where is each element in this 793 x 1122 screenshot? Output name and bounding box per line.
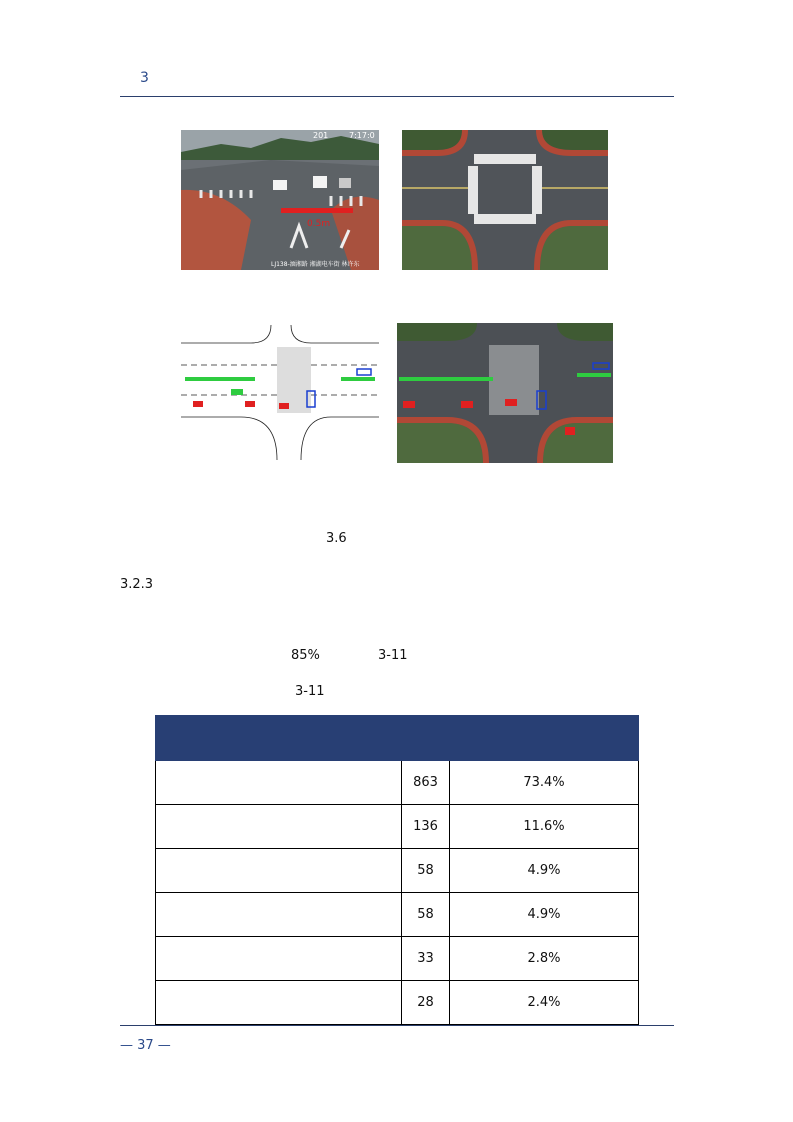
table-row — [156, 849, 639, 893]
row-count: 58 — [402, 849, 450, 893]
header-cell — [402, 716, 450, 761]
paragraph-table-ref: 3-11 — [378, 648, 408, 663]
intersection-schematic — [181, 325, 379, 460]
table-row — [156, 805, 639, 849]
traffic-camera-photo — [181, 130, 379, 270]
row-count: 58 — [402, 893, 450, 937]
row-count: 33 — [402, 937, 450, 981]
row-share: 2.8% — [450, 937, 639, 981]
section-number: 3.2.3 — [120, 577, 154, 592]
table-header-row — [156, 716, 639, 761]
overlay-time: 7:17:0 — [349, 131, 375, 140]
statistics-table — [155, 715, 639, 1025]
table-row — [156, 937, 639, 981]
page-number: — 37 — — [120, 1038, 171, 1053]
aerial-intersection-photo — [402, 130, 608, 270]
row-label — [156, 981, 402, 1025]
overlay-footer: LJ138-湎湘路 湘湖电车街 林许东 — [271, 261, 360, 268]
row-count: 28 — [402, 981, 450, 1025]
table-row — [156, 893, 639, 937]
overlay-year: 201 — [313, 131, 329, 140]
row-share: 11.6% — [450, 805, 639, 849]
paragraph-percent: 85% — [291, 648, 320, 663]
row-share: 4.9% — [450, 849, 639, 893]
footer-rule — [120, 1025, 674, 1026]
table-row — [156, 981, 639, 1025]
svg-text:0.5m: 0.5m — [307, 219, 331, 229]
row-label — [156, 805, 402, 849]
annotated-aerial-photo — [397, 323, 613, 463]
row-label — [156, 937, 402, 981]
row-count: 863 — [402, 761, 450, 805]
table-caption-number: 3-11 — [295, 684, 325, 699]
figure-caption-number: 3.6 — [326, 531, 347, 546]
row-share: 4.9% — [450, 893, 639, 937]
row-label — [156, 761, 402, 805]
chapter-number: 3 — [140, 70, 149, 86]
header-rule — [120, 96, 674, 97]
table-row — [156, 761, 639, 805]
row-label — [156, 849, 402, 893]
row-share: 73.4% — [450, 761, 639, 805]
header-cell — [156, 716, 402, 761]
row-label — [156, 893, 402, 937]
row-count: 136 — [402, 805, 450, 849]
header-cell — [450, 716, 639, 761]
row-share: 2.4% — [450, 981, 639, 1025]
